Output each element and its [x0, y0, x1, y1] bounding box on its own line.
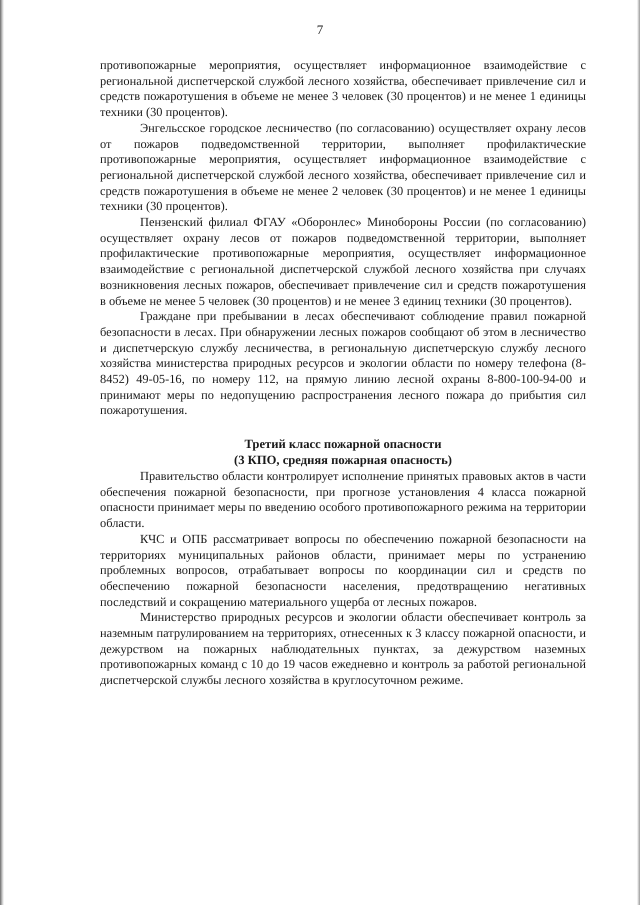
scan-edge-left [0, 0, 4, 905]
paragraph-kchs-opb: КЧС и ОПБ рассматривает вопросы по обеспечению пожарной безопасности на территориях муниципальных районов области, принимает меры по устранению проблемных вопросов, отрабатывает вопросы по координации сил и средств по обеспечению пожарной безопасности населения, предотвращению негативных последствий и сокращению материального ущерба от лесных пожаров. [100, 531, 586, 609]
section-gap [100, 419, 586, 437]
page-number: 7 [316, 22, 324, 37]
section-subtitle: (3 КПО, средняя пожарная опасность) [234, 453, 452, 468]
paragraph-continuation: противопожарные мероприятия, осуществляет информационное взаимодействие с региональной диспетчерской службой лесного хозяйства, обеспечивает привлечение сил и средств пожаротушения в объеме не менее 3 человек (30 процентов) и не менее 1 единицы техники (30 процентов). [100, 58, 586, 120]
paragraph-ministry: Министерство природных ресурсов и экологии области обеспечивает контроль за наземным патрулированием на территориях, отнесенных к 3 классу пожарной опасности, и дежурством на пожарных наблюдательных пунктах, за дежурством наземных противопожарных команд с 10 до 19 часов ежедневно и контроль за работой региональной диспетчерской службы лесного хозяйства в круглосуточном режиме. [100, 610, 586, 688]
section-title: Третий класс пожарной опасности [244, 437, 442, 452]
paragraph-engels-forestry: Энгельсское городское лесничество (по согласованию) осуществляет охрану лесов от пожаров подведомственной территории, выполняет профилактические противопожарные мероприятия, осуществляет информационное взаимодействие с региональной диспетчерской службой лесного хозяйства, обеспечивает привлечение сил и средств пожаротушения в объеме не менее 2 человек (30 процентов) и не менее 1 единицы техники (30 процентов). [100, 120, 586, 214]
paragraph-penza-branch: Пензенский филиал ФГАУ «Оборонлес» Минобороны России (по согласованию) осуществляет охрану лесов от пожаров подведомственной территории, выполняет профилактические противопожарные мероприятия, осуществляет информационное взаимодействие с региональной диспетчерской службой лесного хозяйства при случаях возникновения лесных пожаров, обеспечивает привлечение сил и средств пожаротушения в объеме не менее 5 человек (30 процентов) и не менее 3 единиц техники (30 процентов). [100, 215, 586, 308]
paragraph-government: Правительство области контролирует исполнение принятых правовых актов в части обеспечения пожарной безопасности, при прогнозе установления 4 класса пожарной опасности принимает меры по введению особого противопожарного режима на территории области. [100, 468, 586, 531]
document-body [100, 58, 586, 689]
paragraph-citizens: Граждане при пребывании в лесах обеспечивают соблюдение правил пожарной безопасности в лесах. При обнаружении лесных пожаров сообщают об этом в лесничество и диспетчерскую службу лесничества, в региональную диспетчерскую службу лесного хозяйства министерства природных ресурсов и экологии области по номеру телефона (8-8452) 49-05-16, по номеру 112, на прямую линию лесной охраны 8-800-100-94-00 и принимают меры по недопущению распространения лесного пожара до прибытия сил пожаротушения. [100, 309, 586, 418]
